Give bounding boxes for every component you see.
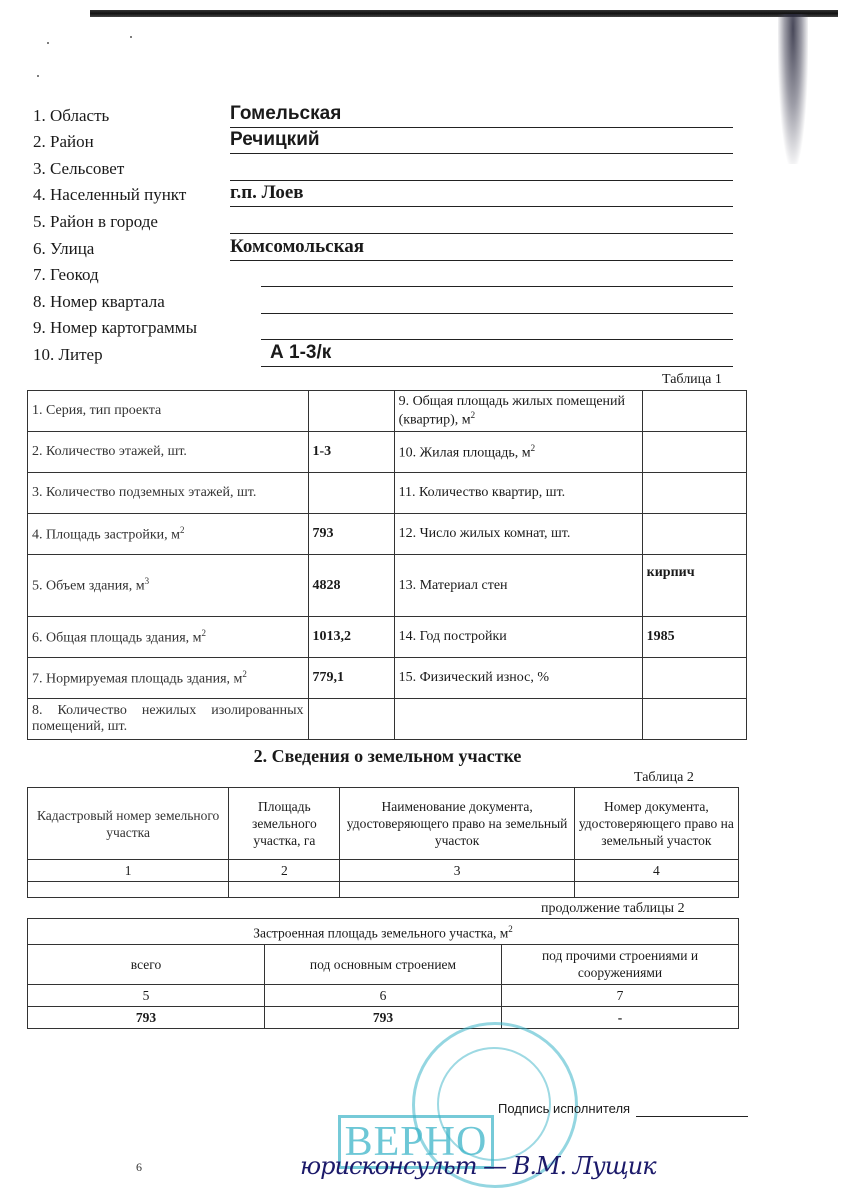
- cell-value: 4828: [308, 555, 394, 617]
- field-cartogram-number: [33, 314, 733, 340]
- field-block-number: [33, 288, 733, 314]
- field-label: 2. Район: [33, 132, 94, 151]
- header-document-number: Номер документа, удостоверяющего право на земельный участок: [574, 788, 738, 860]
- cell-value: [642, 391, 746, 432]
- signature-label: Подпись исполнителя: [498, 1101, 631, 1116]
- table2-continued-caption: продолжение таблицы 2: [541, 901, 685, 916]
- column-number: 5: [28, 984, 265, 1006]
- cell-value: 793: [28, 1006, 265, 1028]
- cell-value: [308, 699, 394, 740]
- cell-label: 3. Количество подземных этажей, шт.: [28, 473, 309, 514]
- cell-value: 1013,2: [308, 617, 394, 658]
- cell-label: 1. Серия, тип проекта: [28, 391, 309, 432]
- field-label: 5. Район в городе: [33, 212, 158, 231]
- cell-label: 7. Нормируемая площадь здания, $м^2$: [28, 658, 309, 699]
- cell-value: 793: [265, 1006, 502, 1028]
- table-row: [28, 514, 747, 555]
- field-underline: [230, 153, 733, 154]
- table-row: [28, 432, 747, 473]
- cell-label: [394, 699, 642, 740]
- table2-caption: Таблица 2: [634, 770, 694, 785]
- field-label: 3. Сельсовет: [33, 159, 125, 178]
- column-number: 4: [574, 860, 738, 882]
- header-plot-area: Площадь земельного участка, га: [229, 788, 340, 860]
- cell-value: [28, 882, 229, 898]
- scan-speck: [130, 36, 132, 38]
- page-mark: 6: [136, 1160, 142, 1174]
- cell-label: 11. Количество квартир, шт.: [394, 473, 642, 514]
- field-underline: [261, 366, 733, 367]
- table-header-row: [28, 944, 739, 984]
- cell-label: 15. Физический износ, %: [394, 658, 642, 699]
- field-underline: [230, 233, 733, 234]
- field-liter: [33, 341, 733, 367]
- field-value: Речицкий: [230, 129, 320, 150]
- cell-value: кирпич: [642, 555, 746, 617]
- column-number: 7: [502, 984, 739, 1006]
- field-underline: [230, 206, 733, 207]
- field-value: г.п. Лоев: [230, 182, 304, 203]
- cell-label: 10. Жилая площадь, $м^2$: [394, 432, 642, 473]
- table-row: [28, 555, 747, 617]
- cell-label: 4. Площадь застройки, $м^2$: [28, 514, 309, 555]
- field-settlement: [33, 181, 733, 207]
- field-label: 6. Улица: [33, 239, 95, 258]
- column-number: 2: [229, 860, 340, 882]
- header-main-building: под основным строением: [265, 944, 502, 984]
- header-other-buildings: под прочими строениями и сооружениями: [502, 944, 739, 984]
- header-total: всего: [28, 944, 265, 984]
- column-number: 6: [265, 984, 502, 1006]
- scan-speck: [37, 75, 39, 77]
- field-street: [33, 235, 733, 261]
- table-row: [28, 617, 747, 658]
- field-label: 10. Литер: [33, 345, 103, 364]
- cell-label: 2. Количество этажей, шт.: [28, 432, 309, 473]
- field-label: 9. Номер картограммы: [33, 318, 197, 337]
- cell-label: 5. Объем здания, $м^3$: [28, 555, 309, 617]
- cell-value: [642, 658, 746, 699]
- header-document-name: Наименование документа, удостоверяющего право на земельный участок: [340, 788, 574, 860]
- column-number: 1: [28, 860, 229, 882]
- table-group-header-row: [28, 919, 739, 945]
- field-value: Комсомольская: [230, 236, 365, 257]
- cell-value: 793: [308, 514, 394, 555]
- handwritten-certification: юрисконсульт — В.М. Лущик: [300, 1152, 656, 1180]
- cell-value: 779,1: [308, 658, 394, 699]
- table-header-row: [28, 788, 739, 860]
- column-number-row: [28, 860, 739, 882]
- scan-artifact-smudge: [778, 14, 808, 164]
- header-built-area: Застроенная площадь земельного участка, $м^2$: [28, 919, 739, 945]
- cell-value: 1-3: [308, 432, 394, 473]
- cell-value: [340, 882, 574, 898]
- table-row: [28, 658, 747, 699]
- cell-label: 9. Общая площадь жилых помещений (квартир), $м^2$: [394, 391, 642, 432]
- verno-stamp: ВЕРНО: [338, 1115, 494, 1169]
- field-label: 7. Геокод: [33, 265, 99, 284]
- field-geocode: [33, 261, 733, 287]
- cell-value: [642, 514, 746, 555]
- scan-speck: [47, 42, 49, 44]
- cell-value: [308, 473, 394, 514]
- cell-value: -: [502, 1006, 739, 1028]
- field-label: 8. Номер квартала: [33, 292, 165, 311]
- table-row: [28, 1006, 739, 1028]
- cell-value: [642, 473, 746, 514]
- field-village-council: [33, 155, 733, 181]
- field-district: [33, 128, 733, 154]
- cell-value: [642, 432, 746, 473]
- section-title-land-plot: 2. Сведения о земельном участке: [253, 746, 522, 766]
- field-label: 1. Область: [33, 106, 110, 125]
- cell-label: 8. Количество нежилых изолированных помещений, шт.: [28, 699, 309, 740]
- cell-label: 6. Общая площадь здания, $м^2$: [28, 617, 309, 658]
- table1-building-info: [27, 390, 747, 740]
- signature-line: [636, 1116, 748, 1117]
- field-city-district: [33, 208, 733, 234]
- table-row: [28, 391, 747, 432]
- table2-land-plot: [27, 787, 739, 898]
- cell-value: [642, 699, 746, 740]
- cell-label: 13. Материал стен: [394, 555, 642, 617]
- table-row: [28, 699, 747, 740]
- column-number-row: [28, 984, 739, 1006]
- cell-value: [308, 391, 394, 432]
- table2-continued-built-area: [27, 918, 739, 1029]
- header-cadastral-number: Кадастровый номер земельного участка: [28, 788, 229, 860]
- cell-label: 12. Число жилых комнат, шт.: [394, 514, 642, 555]
- scan-artifact-top-edge: [90, 10, 838, 17]
- cell-value: [574, 882, 738, 898]
- field-underline: [261, 286, 733, 287]
- cell-label: 14. Год постройки: [394, 617, 642, 658]
- field-underline: [261, 339, 733, 340]
- field-label: 4. Населенный пункт: [33, 185, 187, 204]
- table1-caption: Таблица 1: [662, 372, 722, 387]
- column-number: 3: [340, 860, 574, 882]
- cell-value: [229, 882, 340, 898]
- table-row: [28, 882, 739, 898]
- field-value: Гомельская: [230, 103, 342, 124]
- field-value: А 1-3/к: [270, 342, 332, 363]
- field-region: [33, 102, 733, 128]
- cell-value: 1985: [642, 617, 746, 658]
- table-row: [28, 473, 747, 514]
